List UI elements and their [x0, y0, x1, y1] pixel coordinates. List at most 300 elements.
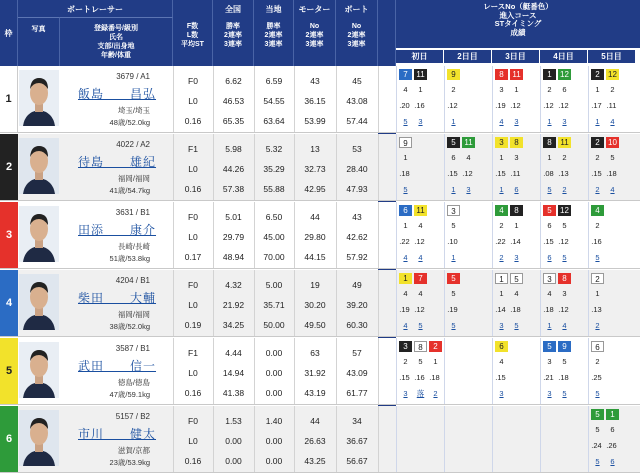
boat-stat: 42.62 — [346, 232, 368, 242]
finish-rank-link[interactable]: 3 — [499, 389, 504, 398]
race-number[interactable]: 12 — [606, 69, 619, 80]
st-timing: .08 — [543, 169, 554, 178]
results-title: レースNo（艇番色） 進入コース STタイミング 成績 — [483, 2, 553, 37]
race-number[interactable]: 3 — [543, 273, 556, 284]
race-number[interactable]: 6 — [591, 341, 604, 352]
finish-rank-link[interactable]: 6 — [514, 185, 519, 194]
header-motor — [294, 0, 336, 66]
header-waku — [0, 0, 18, 66]
motor-stat: 32.73 — [304, 164, 326, 174]
race-number[interactable]: 2 — [429, 341, 442, 352]
entry-course: 5 — [451, 289, 456, 298]
st-timing: .18 — [399, 169, 410, 178]
racer-branch: 長崎/長崎 — [117, 242, 150, 251]
racer-row — [0, 134, 640, 201]
st-timing: .20 — [399, 101, 410, 110]
race-number[interactable]: 8 — [510, 137, 523, 148]
race-number[interactable]: 1 — [543, 69, 556, 80]
loc-stat: 50.00 — [263, 320, 285, 330]
race-number[interactable]: 5 — [510, 273, 523, 284]
waku-number: 2 — [0, 134, 18, 200]
racer-branch: 埼玉/埼玉 — [117, 106, 150, 115]
entry-course: 1 — [595, 289, 600, 298]
column-divider — [378, 270, 379, 336]
racer-name-link[interactable]: 柴田 大輔 — [78, 291, 157, 305]
loc-stat: 6.59 — [265, 76, 283, 86]
nat-stat: 44.26 — [222, 164, 245, 174]
racer-branch: 徳島/徳島 — [117, 378, 150, 387]
racer-reg-class: 4204 / B1 — [115, 276, 150, 285]
racer-age-weight: 41歳/54.7kg — [109, 186, 150, 195]
day-divider — [444, 66, 445, 132]
race-number[interactable]: 2 — [591, 137, 604, 148]
racer-name-link[interactable]: 飯島 昌弘 — [78, 87, 157, 101]
st-timing: .19 — [399, 305, 410, 314]
st-timing: .12 — [414, 305, 425, 314]
day-divider — [540, 406, 541, 472]
waku-number: 6 — [0, 406, 18, 472]
race-number[interactable]: 8 — [495, 69, 508, 80]
day-divider — [588, 406, 589, 472]
st-timing: .14 — [510, 237, 521, 246]
finish-rank-link[interactable]: 1 — [451, 117, 456, 126]
boat-stat: 57.92 — [346, 252, 368, 262]
motor-stat: 26.63 — [304, 436, 326, 446]
header-motor-label: モーター — [298, 5, 331, 14]
race-number[interactable]: 10 — [606, 137, 619, 148]
day-divider — [492, 338, 493, 404]
racer-photo — [19, 410, 59, 466]
racer-age-weight: 51歳/53.8kg — [109, 254, 150, 263]
day-header-2: 2日目 — [444, 50, 491, 63]
race-number[interactable]: 7 — [414, 273, 427, 284]
race-number[interactable]: 9 — [447, 69, 460, 80]
entry-course: 1 — [514, 85, 519, 94]
entry-course: 2 — [499, 221, 504, 230]
finish-rank-link[interactable]: 1 — [547, 321, 552, 330]
st-timing: .19 — [495, 101, 506, 110]
entry-course: 3 — [562, 289, 567, 298]
entry-course: 4 — [418, 221, 423, 230]
header-racer-info-label: 登録番号/級別 氏名 支部/出身地 年齢/体重 — [94, 25, 138, 59]
race-number[interactable]: 12 — [558, 205, 571, 216]
loc-stat: 5.32 — [265, 144, 283, 154]
race-number[interactable]: 5 — [543, 341, 556, 352]
finish-rank-link[interactable]: 3 — [514, 117, 519, 126]
finish-rank-link[interactable]: 1 — [451, 185, 456, 194]
finish-rank-link[interactable]: 2 — [499, 253, 504, 262]
motor-stat: 44.15 — [304, 252, 326, 262]
racer-name-link[interactable]: 武田 信一 — [78, 359, 157, 373]
race-number[interactable]: 6 — [495, 341, 508, 352]
st-timing: .11 — [606, 101, 617, 110]
waku-number: 1 — [0, 66, 18, 132]
finish-rank-link[interactable]: 4 — [610, 117, 615, 126]
finish-rank-link[interactable]: 4 — [418, 253, 423, 262]
loc-stat: 54.55 — [263, 96, 285, 106]
st-timing: .25 — [591, 373, 602, 382]
st-timing: .12 — [462, 169, 473, 178]
st-timing: .12 — [558, 101, 569, 110]
entry-course: 2 — [610, 85, 615, 94]
finish-rank-link[interactable]: 5 — [562, 253, 567, 262]
race-number[interactable]: 11 — [414, 205, 427, 216]
racer-photo — [19, 70, 59, 126]
day-divider — [396, 338, 397, 404]
st-timing: .13 — [591, 305, 602, 314]
finish-rank-link[interactable]: 3 — [418, 117, 423, 126]
finish-rank-link[interactable]: 5 — [562, 389, 567, 398]
l-count: L0 — [188, 436, 198, 446]
waku-number: 5 — [0, 338, 18, 404]
entry-course: 5 — [562, 357, 567, 366]
race-number[interactable]: 8 — [510, 205, 523, 216]
day-divider — [588, 66, 589, 132]
header-boat-sub: No 2連率 3連率 — [347, 23, 366, 48]
race-number[interactable]: 11 — [558, 137, 571, 148]
entry-course: 2 — [547, 85, 552, 94]
nat-stat: 48.94 — [222, 252, 245, 262]
loc-stat: 1.40 — [265, 416, 283, 426]
race-number[interactable]: 3 — [495, 137, 508, 148]
day-divider — [540, 338, 541, 404]
st-timing: .12 — [447, 101, 458, 110]
nat-stat: 41.38 — [222, 388, 245, 398]
race-number[interactable]: 2 — [591, 273, 604, 284]
entry-course: 6 — [547, 221, 552, 230]
header-national-sub: 勝率 2連率 3連率 — [224, 23, 242, 48]
entry-course: 1 — [595, 85, 600, 94]
header-local-sub: 勝率 2連率 3連率 — [264, 23, 283, 48]
results-header — [396, 0, 640, 48]
motor-stat: 30.20 — [304, 300, 326, 310]
finish-rank-link[interactable]: 2 — [595, 321, 600, 330]
finish-rank-link[interactable]: 5 — [514, 321, 519, 330]
day-divider — [492, 202, 493, 268]
entry-course: 1 — [499, 289, 504, 298]
boat-stat: 43 — [352, 212, 362, 222]
st-timing: .18 — [606, 169, 617, 178]
day-divider — [444, 406, 445, 472]
racer-row — [0, 66, 640, 133]
avg-st: 0.19 — [184, 320, 202, 330]
loc-stat: 45.00 — [263, 232, 285, 242]
finish-rank-link[interactable]: 1 — [451, 253, 456, 262]
racer-reg-class: 3679 / A1 — [116, 72, 150, 81]
st-timing: .15 — [591, 169, 602, 178]
boat-stat: 49 — [352, 280, 362, 290]
st-timing: .12 — [558, 237, 569, 246]
day-divider — [492, 406, 493, 472]
race-number[interactable]: 2 — [591, 69, 604, 80]
avg-st: 0.16 — [184, 388, 202, 398]
loc-stat: 0.00 — [265, 388, 283, 398]
finish-rank-link[interactable]: 5 — [595, 457, 600, 466]
finish-rank-link[interactable]: 3 — [466, 185, 471, 194]
st-timing: .24 — [591, 441, 602, 450]
entry-course: 4 — [514, 289, 519, 298]
loc-stat: 0.00 — [265, 436, 283, 446]
st-timing: .16 — [414, 101, 425, 110]
day-divider — [588, 134, 589, 200]
racer-branch: 福岡/福岡 — [117, 174, 150, 183]
column-divider — [378, 338, 379, 404]
header-f — [173, 0, 213, 66]
nat-stat: 6.62 — [225, 76, 242, 86]
day-divider — [588, 270, 589, 336]
loc-stat: 63.64 — [263, 116, 285, 126]
race-number[interactable]: 9 — [399, 137, 412, 148]
finish-rank-link[interactable]: 5 — [451, 321, 456, 330]
header-motor-sub: No 2連率 3連率 — [305, 23, 324, 48]
race-number[interactable]: 1 — [495, 273, 508, 284]
l-count: L0 — [188, 300, 198, 310]
header-boat-label: ボート — [344, 5, 369, 14]
l-count: L0 — [188, 232, 198, 242]
entry-course: 1 — [547, 153, 552, 162]
l-count: L0 — [188, 96, 198, 106]
racer-name-link[interactable]: 待島 雄紀 — [78, 155, 157, 169]
nat-stat: 0.00 — [225, 456, 242, 466]
entry-course: 5 — [418, 357, 423, 366]
loc-stat: 0.00 — [265, 348, 283, 358]
racer-name-link[interactable]: 市川 健太 — [78, 427, 157, 441]
nat-stat: 5.98 — [225, 144, 242, 154]
day-divider — [396, 66, 397, 132]
finish-rank-link[interactable]: 5 — [547, 185, 552, 194]
racer-reg-class: 3631 / B1 — [115, 208, 150, 217]
finish-rank-link[interactable]: 6 — [610, 457, 615, 466]
nat-stat: 34.25 — [222, 320, 245, 330]
nat-stat: 1.53 — [225, 416, 242, 426]
finish-rank-link[interactable]: 5 — [403, 185, 408, 194]
race-number[interactable]: 11 — [414, 69, 427, 80]
finish-rank-link[interactable]: 4 — [499, 117, 504, 126]
motor-stat: 49.50 — [304, 320, 326, 330]
entry-course: 5 — [610, 153, 615, 162]
day-divider — [396, 406, 397, 472]
finish-rank-link[interactable]: 落 — [416, 389, 425, 398]
day-divider — [540, 134, 541, 200]
finish-rank-link[interactable]: 3 — [403, 389, 408, 398]
day-divider — [444, 134, 445, 200]
avg-st: 0.17 — [184, 252, 202, 262]
entry-course: 4 — [403, 289, 408, 298]
race-number[interactable]: 4 — [495, 205, 508, 216]
race-number[interactable]: 8 — [543, 137, 556, 148]
motor-stat: 31.92 — [304, 368, 326, 378]
header-mid — [378, 0, 396, 66]
entry-course: 2 — [562, 153, 567, 162]
finish-rank-link[interactable]: 5 — [595, 253, 600, 262]
st-timing: .12 — [510, 101, 521, 110]
entry-course: 4 — [418, 289, 423, 298]
st-timing: .16 — [414, 373, 425, 382]
racer-age-weight: 23歳/53.9kg — [109, 458, 150, 467]
racer-name-link[interactable]: 田添 康介 — [78, 223, 157, 237]
entry-course: 1 — [403, 221, 408, 230]
entry-course: 3 — [547, 357, 552, 366]
finish-rank-link[interactable]: 4 — [403, 253, 408, 262]
l-count: L0 — [188, 164, 198, 174]
race-number[interactable]: 11 — [510, 69, 523, 80]
motor-stat: 42.95 — [304, 184, 326, 194]
day-header-1: 初日 — [396, 50, 443, 63]
race-number[interactable]: 6 — [399, 205, 412, 216]
nat-stat: 5.01 — [225, 212, 242, 222]
racer-reg-class: 3587 / B1 — [115, 344, 150, 353]
day-divider — [540, 202, 541, 268]
finish-rank-link[interactable]: 6 — [547, 253, 552, 262]
motor-stat: 43.19 — [304, 388, 326, 398]
loc-stat: 55.88 — [263, 184, 285, 194]
racer-age-weight: 47歳/59.1kg — [109, 390, 150, 399]
header-racer-group: ボートレーサー — [67, 5, 123, 14]
day-divider — [492, 270, 493, 336]
day-divider — [588, 202, 589, 268]
motor-stat: 13 — [310, 144, 320, 154]
column-divider — [378, 66, 379, 132]
st-timing: .22 — [399, 237, 410, 246]
st-timing: .15 — [495, 169, 506, 178]
racer-photo — [19, 274, 59, 330]
boat-stat: 34 — [352, 416, 362, 426]
entry-course: 2 — [595, 221, 600, 230]
loc-stat: 5.00 — [265, 280, 283, 290]
boat-stat: 57 — [352, 348, 362, 358]
st-timing: .26 — [606, 441, 617, 450]
finish-rank-link[interactable]: 1 — [595, 117, 600, 126]
nat-stat: 57.38 — [222, 184, 245, 194]
race-number[interactable]: 8 — [414, 341, 427, 352]
l-count: L0 — [188, 368, 198, 378]
finish-rank-link[interactable]: 2 — [433, 389, 438, 398]
finish-rank-link[interactable]: 3 — [547, 389, 552, 398]
entry-course: 2 — [595, 357, 600, 366]
race-number[interactable]: 7 — [399, 69, 412, 80]
race-number[interactable]: 9 — [558, 341, 571, 352]
boat-stat: 39.20 — [346, 300, 368, 310]
finish-rank-link[interactable]: 3 — [562, 117, 567, 126]
day-divider — [540, 66, 541, 132]
racer-branch: 滋賀/京都 — [117, 446, 150, 455]
day-divider — [588, 338, 589, 404]
entry-course: 6 — [562, 85, 567, 94]
day-divider — [492, 66, 493, 132]
motor-stat: 63 — [310, 348, 320, 358]
entry-course: 2 — [595, 153, 600, 162]
race-number[interactable]: 11 — [462, 137, 475, 148]
boat-stat: 43.08 — [346, 96, 368, 106]
finish-rank-link[interactable]: 3 — [499, 321, 504, 330]
finish-rank-link[interactable]: 3 — [514, 253, 519, 262]
race-number[interactable]: 1 — [606, 409, 619, 420]
motor-stat: 43 — [310, 76, 320, 86]
loc-stat: 6.50 — [265, 212, 283, 222]
racer-reg-class: 4022 / A2 — [116, 140, 150, 149]
header-boat — [336, 0, 378, 66]
st-timing: .18 — [558, 373, 569, 382]
nat-stat: 4.32 — [225, 280, 242, 290]
race-number[interactable]: 4 — [591, 205, 604, 216]
st-timing: .12 — [543, 101, 554, 110]
entry-course: 5 — [595, 425, 600, 434]
st-timing: .11 — [510, 169, 521, 178]
finish-rank-link[interactable]: 2 — [595, 185, 600, 194]
nat-stat: 65.35 — [222, 116, 245, 126]
nat-stat: 0.00 — [225, 436, 242, 446]
motor-stat: 19 — [310, 280, 320, 290]
finish-rank-link[interactable]: 1 — [547, 117, 552, 126]
column-divider — [378, 134, 379, 200]
st-timing: .12 — [558, 305, 569, 314]
race-number[interactable]: 3 — [399, 341, 412, 352]
motor-stat: 36.15 — [304, 96, 326, 106]
day-divider — [396, 270, 397, 336]
finish-rank-link[interactable]: 2 — [562, 185, 567, 194]
finish-rank-link[interactable]: 5 — [595, 389, 600, 398]
st-timing: .13 — [558, 169, 569, 178]
race-number[interactable]: 12 — [558, 69, 571, 80]
race-number[interactable]: 8 — [558, 273, 571, 284]
racer-age-weight: 38歳/52.0kg — [109, 322, 150, 331]
f-count: F1 — [188, 144, 198, 154]
race-number[interactable]: 3 — [447, 205, 460, 216]
nat-stat: 46.53 — [222, 96, 245, 106]
header-photo — [18, 17, 60, 66]
header-waku-label: 枠 — [4, 29, 13, 38]
day-divider — [444, 202, 445, 268]
entry-course: 4 — [499, 357, 504, 366]
entry-course: 1 — [514, 221, 519, 230]
day-divider — [396, 134, 397, 200]
boat-stat: 56.67 — [346, 456, 368, 466]
entry-course: 4 — [466, 153, 471, 162]
race-number[interactable]: 5 — [543, 205, 556, 216]
boat-stat: 28.40 — [346, 164, 368, 174]
boat-stat: 61.77 — [346, 388, 368, 398]
st-timing: .22 — [495, 237, 506, 246]
racer-row — [0, 270, 640, 337]
entry-course: 1 — [403, 153, 408, 162]
finish-rank-link[interactable]: 4 — [610, 185, 615, 194]
finish-rank-link[interactable]: 4 — [562, 321, 567, 330]
st-timing: .15 — [495, 373, 506, 382]
race-number[interactable]: 5 — [447, 273, 460, 284]
header-racer-info — [60, 17, 173, 66]
race-number[interactable]: 5 — [591, 409, 604, 420]
finish-rank-link[interactable]: 1 — [499, 185, 504, 194]
finish-rank-link[interactable]: 4 — [403, 321, 408, 330]
avg-st: 0.16 — [184, 184, 202, 194]
loc-stat: 35.29 — [263, 164, 285, 174]
race-number[interactable]: 1 — [399, 273, 412, 284]
motor-stat: 29.80 — [304, 232, 326, 242]
boat-stat: 36.67 — [346, 436, 368, 446]
boat-stat: 43.09 — [346, 368, 368, 378]
st-timing: .16 — [591, 237, 602, 246]
finish-rank-link[interactable]: 5 — [403, 117, 408, 126]
entry-course: 1 — [499, 153, 504, 162]
race-number[interactable]: 5 — [447, 137, 460, 148]
loc-stat: 70.00 — [263, 252, 285, 262]
waku-number: 3 — [0, 202, 18, 268]
motor-stat: 44 — [310, 212, 320, 222]
day-divider — [444, 338, 445, 404]
finish-rank-link[interactable]: 5 — [418, 321, 423, 330]
st-timing: .10 — [447, 237, 458, 246]
boat-stat: 60.30 — [346, 320, 368, 330]
